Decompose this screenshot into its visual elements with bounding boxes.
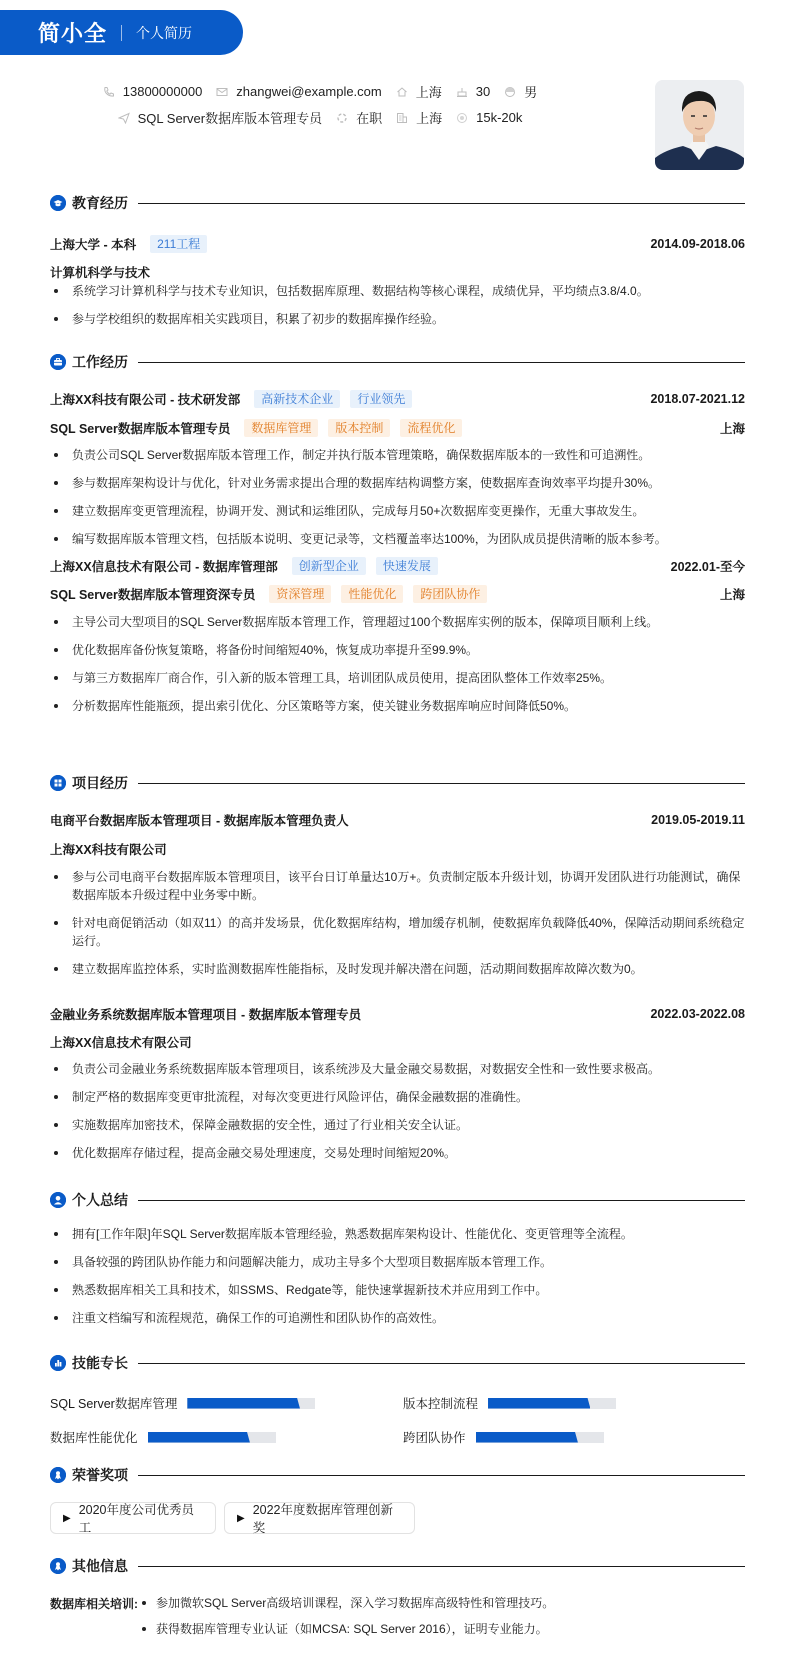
skill-name: 跨团队协作 — [403, 1431, 466, 1445]
position-item — [118, 108, 322, 127]
section-title: 其他信息 — [72, 1558, 128, 1574]
section-projects — [50, 773, 745, 793]
location-value: 上海 — [415, 85, 442, 100]
project-1-company-row — [50, 840, 745, 858]
triangle-right-icon: ▶ — [237, 1512, 245, 1524]
education-bullets — [50, 282, 745, 338]
location-item — [396, 82, 442, 101]
section-rule — [138, 203, 745, 204]
skill-bar — [187, 1398, 315, 1409]
section-work — [50, 352, 745, 372]
gender-icon — [504, 86, 516, 98]
age-value: 30 — [475, 84, 491, 99]
status-value: 在职 — [356, 111, 383, 126]
resume-subtitle: 个人简历 — [136, 24, 193, 41]
skill-name: 版本控制流程 — [403, 1397, 479, 1411]
building-icon — [396, 112, 408, 124]
project-company: 上海XX科技有限公司 — [50, 843, 167, 857]
section-other — [50, 1556, 745, 1576]
job-title: SQL Server数据库版本管理资深专员 — [50, 588, 256, 602]
list-item: 建立数据库变更管理流程，协调开发、测试和运维团队，完成每月50+次数据库变更操作，无重大事故发生。 — [50, 502, 745, 520]
company-tag: 快速发展 — [376, 557, 438, 575]
list-item: 具备较强的跨团队协作能力和问题解决能力，成功主导多个大型项目数据库版本管理工作。 — [50, 1253, 745, 1271]
project-period: 2022.03-2022.08 — [650, 1007, 745, 1021]
work-1-header — [50, 390, 745, 408]
section-rule — [138, 1566, 745, 1567]
project-name: 金融业务系统数据库版本管理项目 - 数据库版本管理专员 — [50, 1008, 362, 1022]
section-title: 个人总结 — [72, 1192, 128, 1208]
skill-bar-fill — [148, 1432, 250, 1443]
skill-bar-fill — [187, 1398, 300, 1409]
work-city: 上海 — [719, 422, 745, 436]
project-name: 电商平台数据库版本管理项目 - 数据库版本管理负责人 — [50, 814, 349, 828]
email-item — [216, 84, 381, 99]
school-name: 上海大学 - 本科 — [50, 238, 137, 252]
send-icon — [118, 112, 130, 124]
list-item: 参与公司电商平台数据库版本管理项目，该平台日订单量达10万+。负责制定版本升级计划，协调开发团队进行功能测试，确保数据库版本升级过程中业务零中断。 — [50, 868, 745, 904]
target-city-value: 上海 — [416, 111, 443, 126]
section-education — [50, 193, 745, 213]
project-2-header — [50, 1005, 745, 1023]
phone-item — [103, 84, 203, 99]
list-item: 熟悉数据库相关工具和技术，如SSMS、Redgate等，能快速掌握新技术并应用到工作中。 — [50, 1281, 745, 1299]
status-item — [336, 108, 382, 127]
triangle-right-icon: ▶ — [63, 1512, 71, 1524]
company-tag: 高新技术企业 — [254, 390, 340, 408]
list-item: 负责公司SQL Server数据库版本管理工作，制定并执行版本管理策略，确保数据库版本的一致性和可追溯性。 — [50, 446, 745, 464]
skill-bar-fill — [476, 1432, 578, 1443]
email-value: zhangwei@example.com — [236, 84, 382, 99]
work-period: 2018.07-2021.12 — [650, 392, 745, 406]
company-tag: 行业领先 — [350, 390, 412, 408]
list-item: 优化数据库备份恢复策略，将备份时间缩短40%，恢复成功率提升至99.9%。 — [50, 641, 745, 659]
skill-tag: 性能优化 — [341, 585, 403, 603]
email-icon — [216, 86, 228, 98]
target-city-item — [396, 108, 442, 127]
summary-bullets — [50, 1225, 745, 1337]
age-item — [456, 84, 490, 99]
position-value: SQL Server数据库版本管理专员 — [137, 111, 323, 126]
contact-row-1 — [0, 82, 640, 101]
cake-icon — [456, 86, 468, 98]
list-item: 编写数据库版本管理文档，包括版本说明、变更记录等，文档覆盖率达100%，为团队成员提供清晰的版本参考。 — [50, 530, 745, 548]
home-icon — [396, 86, 408, 98]
section-awards — [50, 1465, 745, 1485]
company-name: 上海XX科技有限公司 - 技术研发部 — [50, 393, 241, 407]
job-title: SQL Server数据库版本管理专员 — [50, 422, 231, 436]
education-header — [50, 235, 745, 253]
salary-icon — [456, 112, 468, 124]
project-2-bullets — [50, 1060, 745, 1172]
project-period: 2019.05-2019.11 — [651, 813, 745, 827]
gender-value: 男 — [524, 85, 538, 100]
section-rule — [138, 783, 745, 784]
section-title: 荣誉奖项 — [72, 1467, 128, 1483]
graduation-cap-icon — [50, 195, 66, 211]
skill-bar-fill — [488, 1398, 590, 1409]
award-item — [224, 1502, 415, 1534]
list-item: 获得数据库管理专业认证（如MCSA: SQL Server 2016），证明专业能力。 — [140, 1621, 750, 1637]
section-summary — [50, 1190, 745, 1210]
contact-row-2 — [0, 108, 640, 127]
list-item: 分析数据库性能瓶颈，提出索引优化、分区策略等方案，使关键业务数据库响应时间降低50%。 — [50, 697, 745, 715]
award-item — [50, 1502, 216, 1534]
training-label: 数据库相关培训: — [50, 1597, 138, 1611]
project-1-header — [50, 811, 745, 829]
work-2-bullets — [50, 613, 745, 725]
list-item: 主导公司大型项目的SQL Server数据库版本管理工作，管理超过100个数据库实例的版本，保障项目顺利上线。 — [50, 613, 745, 631]
phone-value: 13800000000 — [122, 84, 203, 99]
school-tag: 211工程 — [150, 235, 207, 253]
briefcase-icon — [50, 354, 66, 370]
salary-item — [456, 110, 522, 125]
work-2-title-row — [50, 585, 745, 603]
work-1-title-row — [50, 419, 745, 437]
info-icon — [50, 1558, 66, 1574]
section-rule — [138, 362, 745, 363]
section-title: 工作经历 — [72, 354, 128, 370]
skill-tag: 版本控制 — [328, 419, 390, 437]
award-name: 2022年度数据库管理创新奖 — [252, 1503, 394, 1535]
skill-tag: 跨团队协作 — [413, 585, 487, 603]
list-item: 实施数据库加密技术，保障金融数据的安全性，通过了行业相关安全认证。 — [50, 1116, 745, 1134]
skill-tag: 数据库管理 — [244, 419, 318, 437]
project-company: 上海XX信息技术有限公司 — [50, 1036, 192, 1050]
section-rule — [138, 1200, 745, 1201]
project-1-bullets — [50, 868, 745, 988]
company-name: 上海XX信息技术有限公司 - 数据库管理部 — [50, 560, 278, 574]
skill-name: SQL Server数据库管理 — [50, 1397, 178, 1411]
section-title: 技能专长 — [72, 1355, 128, 1371]
skill-tag: 流程优化 — [400, 419, 462, 437]
major: 计算机科学与技术 — [50, 266, 151, 280]
skill-bar — [148, 1432, 276, 1443]
gender-item — [504, 82, 537, 101]
award-icon — [50, 1467, 66, 1483]
list-item: 拥有[工作年限]年SQL Server数据库版本管理经验，熟悉数据库架构设计、性能优化、变更管理等全流程。 — [50, 1225, 745, 1243]
work-2-header — [50, 557, 745, 575]
training-list — [140, 1595, 750, 1647]
grid-icon — [50, 775, 66, 791]
divider — [121, 25, 122, 41]
company-tag: 创新型企业 — [292, 557, 366, 575]
skill-bar — [476, 1432, 604, 1443]
project-2-company-row — [50, 1033, 745, 1051]
list-item: 与第三方数据库厂商合作，引入新的版本管理工具，培训团队成员使用，提高团队整体工作效率25%。 — [50, 669, 745, 687]
user-icon — [50, 1192, 66, 1208]
list-item: 优化数据库存储过程，提高金融交易处理速度，交易处理时间缩短20%。 — [50, 1144, 745, 1162]
skill-bar — [488, 1398, 616, 1409]
education-major-row — [50, 263, 745, 281]
section-rule — [138, 1475, 745, 1476]
skill-tag: 资深管理 — [269, 585, 331, 603]
phone-icon — [103, 86, 115, 98]
list-item: 针对电商促销活动（如双11）的高并发场景，优化数据库结构，增加缓存机制，使数据库负载降低40%，保障活动期间系统稳定运行。 — [50, 914, 745, 950]
header-banner — [0, 10, 243, 55]
salary-value: 15k-20k — [476, 110, 523, 125]
list-item: 参与数据库架构设计与优化，针对业务需求提出合理的数据库结构调整方案，使数据库查询效率平均提升30%。 — [50, 474, 745, 492]
section-title: 项目经历 — [72, 775, 128, 791]
list-item: 制定严格的数据库变更审批流程，对每次变更进行风险评估，确保金融数据的准确性。 — [50, 1088, 745, 1106]
section-title: 教育经历 — [72, 195, 128, 211]
work-city: 上海 — [719, 588, 745, 602]
list-item: 系统学习计算机科学与技术专业知识，包括数据库原理、数据结构等核心课程，成绩优异，平均绩点3.8/4.0。 — [50, 282, 745, 300]
section-rule — [138, 1363, 745, 1364]
profile-photo — [655, 80, 744, 170]
list-item: 建立数据库监控体系，实时监测数据库性能指标，及时发现并解决潜在问题，活动期间数据库故障次数为0。 — [50, 960, 745, 978]
skill-name: 数据库性能优化 — [50, 1431, 138, 1445]
list-item: 注重文档编写和流程规范，确保工作的可追溯性和团队协作的高效性。 — [50, 1309, 745, 1327]
skill-item — [403, 1394, 616, 1412]
award-name: 2020年度公司优秀员工 — [78, 1503, 195, 1535]
education-period: 2014.09-2018.06 — [650, 237, 745, 251]
skill-item — [50, 1394, 315, 1412]
status-icon — [336, 112, 348, 124]
list-item: 负责公司金融业务系统数据库版本管理项目，该系统涉及大量金融交易数据，对数据安全性和一致性要求极高。 — [50, 1060, 745, 1078]
work-period: 2022.01-至今 — [670, 560, 745, 574]
list-item: 参加微软SQL Server高级培训课程，深入学习数据库高级特性和管理技巧。 — [140, 1595, 750, 1611]
section-skills — [50, 1353, 745, 1373]
list-item: 参与学校组织的数据库相关实践项目，积累了初步的数据库操作经验。 — [50, 310, 745, 328]
skill-item — [403, 1428, 604, 1446]
candidate-name: 简小全 — [38, 21, 108, 46]
bar-chart-icon — [50, 1355, 66, 1371]
skill-item — [50, 1428, 276, 1446]
work-1-bullets — [50, 446, 745, 558]
